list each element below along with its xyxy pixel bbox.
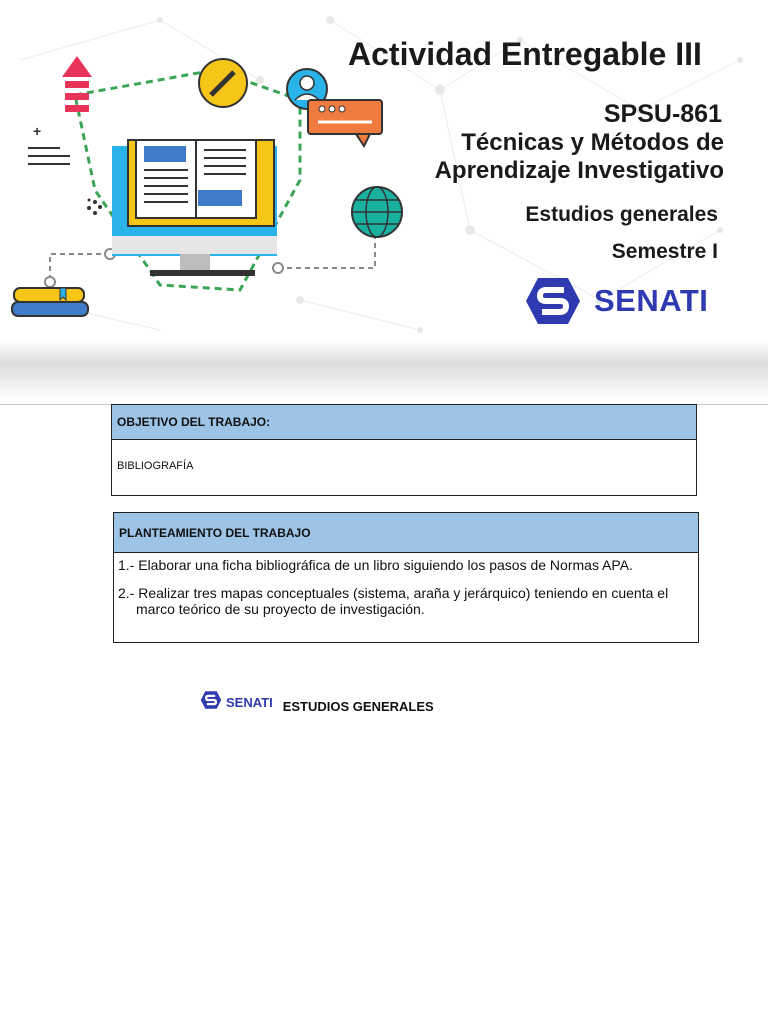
footer-brand-name: SENATI — [226, 695, 273, 710]
cover-banner — [0, 0, 768, 405]
education-illustration — [0, 40, 420, 330]
footer-text: ESTUDIOS GENERALES — [282, 699, 434, 714]
plan-step-text: 1.- Elaborar una ficha bibliográfica de un libro siguiendo los pasos de Normas APA. — [118, 557, 633, 573]
brand-name: SENATI — [594, 283, 709, 318]
course-name-line2: Aprendizaje Investigativo — [434, 157, 724, 184]
senati-logo-icon — [524, 276, 582, 326]
department: Estudios generales — [525, 203, 718, 226]
course-name-line1: Técnicas y Métodos de — [461, 129, 724, 156]
senati-logo-icon — [200, 690, 222, 710]
pencil-icon — [199, 59, 247, 107]
plan-header: PLANTEAMIENTO DEL TRABAJO — [114, 513, 698, 553]
svg-text:+: + — [33, 123, 42, 139]
objective-header: OBJETIVO DEL TRABAJO: — [112, 405, 696, 440]
activity-title: Actividad Entregable III — [348, 36, 702, 72]
computer-book-icon — [112, 140, 277, 276]
plan-step — [118, 557, 686, 573]
books-icon — [12, 288, 88, 316]
globe-icon — [352, 187, 402, 237]
objective-box — [111, 404, 697, 496]
plan-body — [114, 553, 698, 617]
course-code: SPSU-861 — [603, 100, 722, 128]
banner-shadow — [0, 340, 768, 400]
plan-step-text-cont: marco teórico de su proyecto de investigación. — [136, 601, 425, 617]
plan-box — [113, 512, 699, 643]
footer — [200, 690, 434, 714]
plan-step-text: 2.- Realizar tres mapas conceptuales (sistema, araña y jerárquico) teniendo en cuenta el — [118, 585, 669, 601]
senati-brand — [524, 276, 708, 326]
semester: Semestre I — [611, 240, 718, 263]
plan-step — [118, 585, 686, 617]
chat-bubble-icon — [308, 100, 382, 146]
objective-body: BIBLIOGRAFÍA — [117, 460, 194, 472]
